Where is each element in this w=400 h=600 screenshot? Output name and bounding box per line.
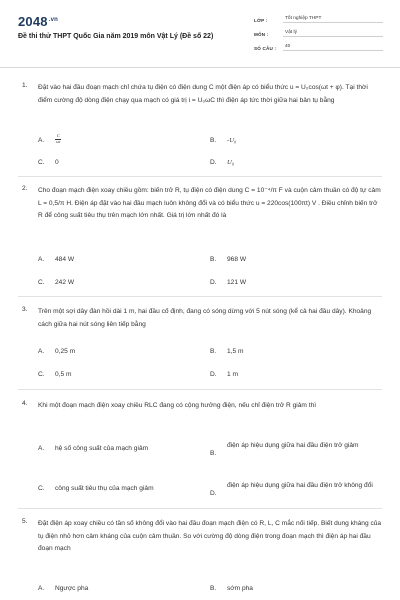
option-key: B. bbox=[210, 585, 217, 592]
exam-header bbox=[0, 0, 400, 68]
question-text: Cho đoạn mạch điện xoay chiều gồm: biến trở R, tụ điện có điện dung C = 10⁻⁴/π F và cuộn cảm thuần có độ tự cảm L = 0,5/π H. Điện áp đặt vào hai đầu mạch luôn không đổi và có biểu thức u = 220cos(100πt) V . Điều chỉnh biến trở R để công suất tiêu thụ trên mạch lớn nhất. Giá trị lớn nhất đó là bbox=[38, 187, 381, 219]
option-key: D. bbox=[210, 279, 217, 286]
option-key: C. bbox=[38, 371, 45, 378]
question-divider bbox=[18, 508, 382, 509]
question-text: Đặt điện áp xoay chiều có tần số không đổi vào hai đầu đoạn mạch điện có R, L, C mắc nối tiếp. Biết dung kháng của tụ điện nhỏ hơn cảm kháng của cuộn cảm thuần. So với cường độ dòng điện trong đoạn mạch thì điện áp hai đầu đoạn mạch bbox=[38, 520, 382, 552]
meta-mon-value: Vật lý bbox=[283, 30, 383, 37]
option-key: C. bbox=[38, 279, 45, 286]
meta-lop-label: LỚP : bbox=[254, 18, 268, 23]
question-number: 2. bbox=[22, 185, 28, 192]
option-key: B. bbox=[210, 137, 217, 144]
option-key: D. bbox=[210, 490, 217, 497]
question-number: 3. bbox=[22, 306, 28, 313]
option-key: D. bbox=[210, 371, 217, 378]
question-number: 1. bbox=[22, 82, 28, 89]
option-key: A. bbox=[38, 256, 45, 263]
meta-lop-value: Tốt nghiệp THPT bbox=[283, 16, 383, 23]
meta-socau-label: SỐ CÂU : bbox=[254, 46, 277, 51]
option-value: 0 bbox=[55, 159, 59, 166]
option-value: 0,25 m bbox=[55, 348, 76, 355]
option-key: D. bbox=[210, 159, 217, 166]
option-key: A. bbox=[38, 137, 45, 144]
option-key: C. bbox=[38, 159, 45, 166]
exam-title: Đề thi thử THPT Quốc Gia năm 2019 môn Vật Lý (Đề số 22) bbox=[18, 33, 214, 40]
option-value: 484 W bbox=[55, 256, 75, 263]
question-divider bbox=[18, 176, 382, 177]
option-value: Ngược pha bbox=[55, 585, 89, 592]
option-value: 242 W bbox=[55, 279, 75, 286]
option-value: -U₀ bbox=[227, 137, 237, 144]
option-value: 1 m bbox=[227, 371, 238, 378]
option-value: điện áp hiệu dụng giữa hai đầu điện trở không đổi bbox=[227, 482, 373, 489]
meta-mon-label: MÔN : bbox=[254, 32, 269, 37]
option-key: B. bbox=[210, 450, 217, 457]
option-key: A. bbox=[38, 445, 45, 452]
question-text: Trên một sợi dây đàn hồi dài 1 m, hai đầu cố định, đang có sóng dừng với 5 nút sóng (kể cả hai đầu dây). Khoảng cách giữa hai nút sóng liên tiếp bằng bbox=[38, 308, 372, 328]
question-text: Đặt vào hai đầu đoạn mạch chỉ chứa tụ điện có điện dung C một điện áp có biểu thức u = U₀cos(ωt + φ). Tại thời điểm cường độ dòng điện chạy qua mạch có giá trị i = U₀ωC thì điện áp tức thời giữa hai bản tụ bằng bbox=[38, 84, 368, 104]
meta-socau-value: 40 bbox=[283, 44, 383, 51]
question-divider bbox=[18, 296, 382, 297]
option-value: 968 W bbox=[227, 256, 247, 263]
option-value: công suất tiêu thụ của mạch giảm bbox=[55, 485, 154, 492]
question-number: 5. bbox=[22, 518, 28, 525]
question-text: Khi một đoạn mạch điện xoay chiều RLC đang có cộng hưởng điện, nếu chỉ điện trở R giảm thì bbox=[38, 402, 317, 409]
option-key: B. bbox=[210, 348, 217, 355]
option-key: A. bbox=[38, 348, 45, 355]
option-value: 121 W bbox=[227, 279, 247, 286]
option-value: 0,5 m bbox=[55, 371, 72, 378]
option-key: B. bbox=[210, 256, 217, 263]
question-divider bbox=[18, 389, 382, 390]
option-value: U₀ bbox=[227, 159, 235, 166]
option-value: điện áp hiệu dụng giữa hai đầu điện trở giảm bbox=[227, 442, 359, 449]
option-value: sớm pha bbox=[227, 585, 253, 592]
option-value: hệ số công suất của mạch giảm bbox=[55, 445, 149, 452]
option-key: C. bbox=[38, 485, 45, 492]
question-number: 4. bbox=[22, 400, 28, 407]
site-logo[interactable]: $2048^{.vn}$ bbox=[18, 14, 59, 29]
option-value: $\frac{C}{\omega t}$ bbox=[56, 133, 61, 144]
option-key: A. bbox=[38, 585, 45, 592]
option-value: 1,5 m bbox=[227, 348, 244, 355]
